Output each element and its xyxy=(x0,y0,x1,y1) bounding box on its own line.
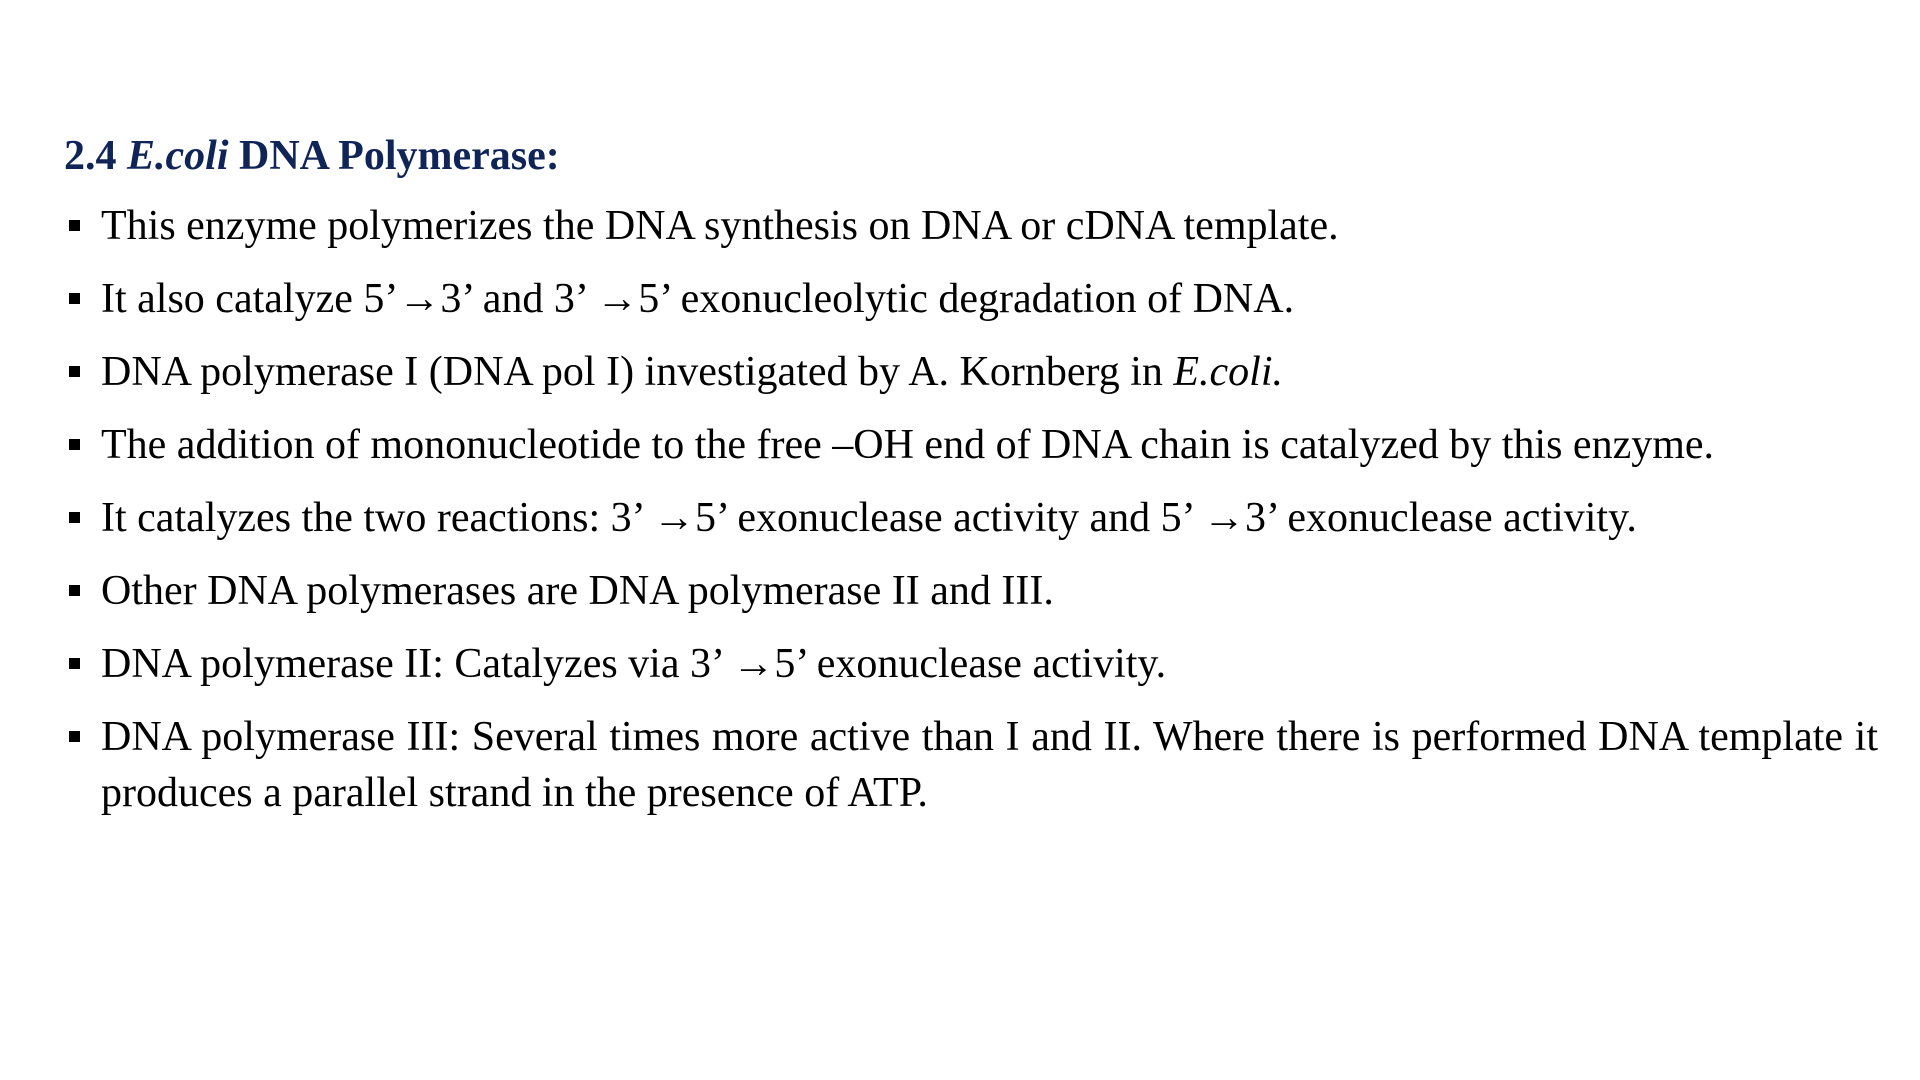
bullet-text: DNA polymerase I (DNA pol I) investigated by A. Kornberg in xyxy=(101,349,1174,395)
bullet-item-7 xyxy=(64,636,1878,692)
bullet-text: DNA polymerase II: Catalyzes via 3’ →5’ exonuclease activity. xyxy=(101,641,1167,687)
square-bullet-icon xyxy=(69,585,80,596)
bullet-text: This enzyme polymerizes the DNA synthesis on DNA or cDNA template. xyxy=(101,203,1339,249)
square-bullet-icon xyxy=(69,293,80,304)
heading-number: 2.4 xyxy=(64,133,117,179)
bullet-item-6 xyxy=(64,563,1878,619)
square-bullet-icon xyxy=(69,658,80,669)
bullet-list xyxy=(64,198,1878,838)
heading-title: DNA Polymerase: xyxy=(239,133,560,179)
bullet-item-1 xyxy=(64,198,1878,254)
heading-organism: E.coli xyxy=(127,133,229,179)
bullet-item-2 xyxy=(64,271,1878,327)
bullet-item-5 xyxy=(64,490,1878,546)
bullet-text: The addition of mononucleotide to the free –OH end of DNA chain is catalyzed by this enzyme. xyxy=(101,422,1715,468)
bullet-text-italic: E.coli. xyxy=(1173,349,1284,395)
bullet-item-8 xyxy=(64,709,1878,821)
square-bullet-icon xyxy=(69,366,80,377)
square-bullet-icon xyxy=(69,220,80,231)
bullet-text: It also catalyze 5’→3’ and 3’ →5’ exonucleolytic degradation of DNA. xyxy=(101,276,1295,322)
section-heading xyxy=(64,127,560,185)
bullet-item-4 xyxy=(64,417,1878,473)
bullet-text: It catalyzes the two reactions: 3’ →5’ exonuclease activity and 5’ →3’ exonuclease activity. xyxy=(101,495,1637,541)
square-bullet-icon xyxy=(69,731,80,742)
square-bullet-icon xyxy=(69,439,80,450)
bullet-text: DNA polymerase III: Several times more active than I and II. Where there is performed DNA template it produces a parallel strand in the presence of ATP. xyxy=(101,714,1878,816)
bullet-text: Other DNA polymerases are DNA polymerase II and III. xyxy=(101,568,1054,614)
square-bullet-icon xyxy=(69,512,80,523)
bullet-item-3 xyxy=(64,344,1878,400)
